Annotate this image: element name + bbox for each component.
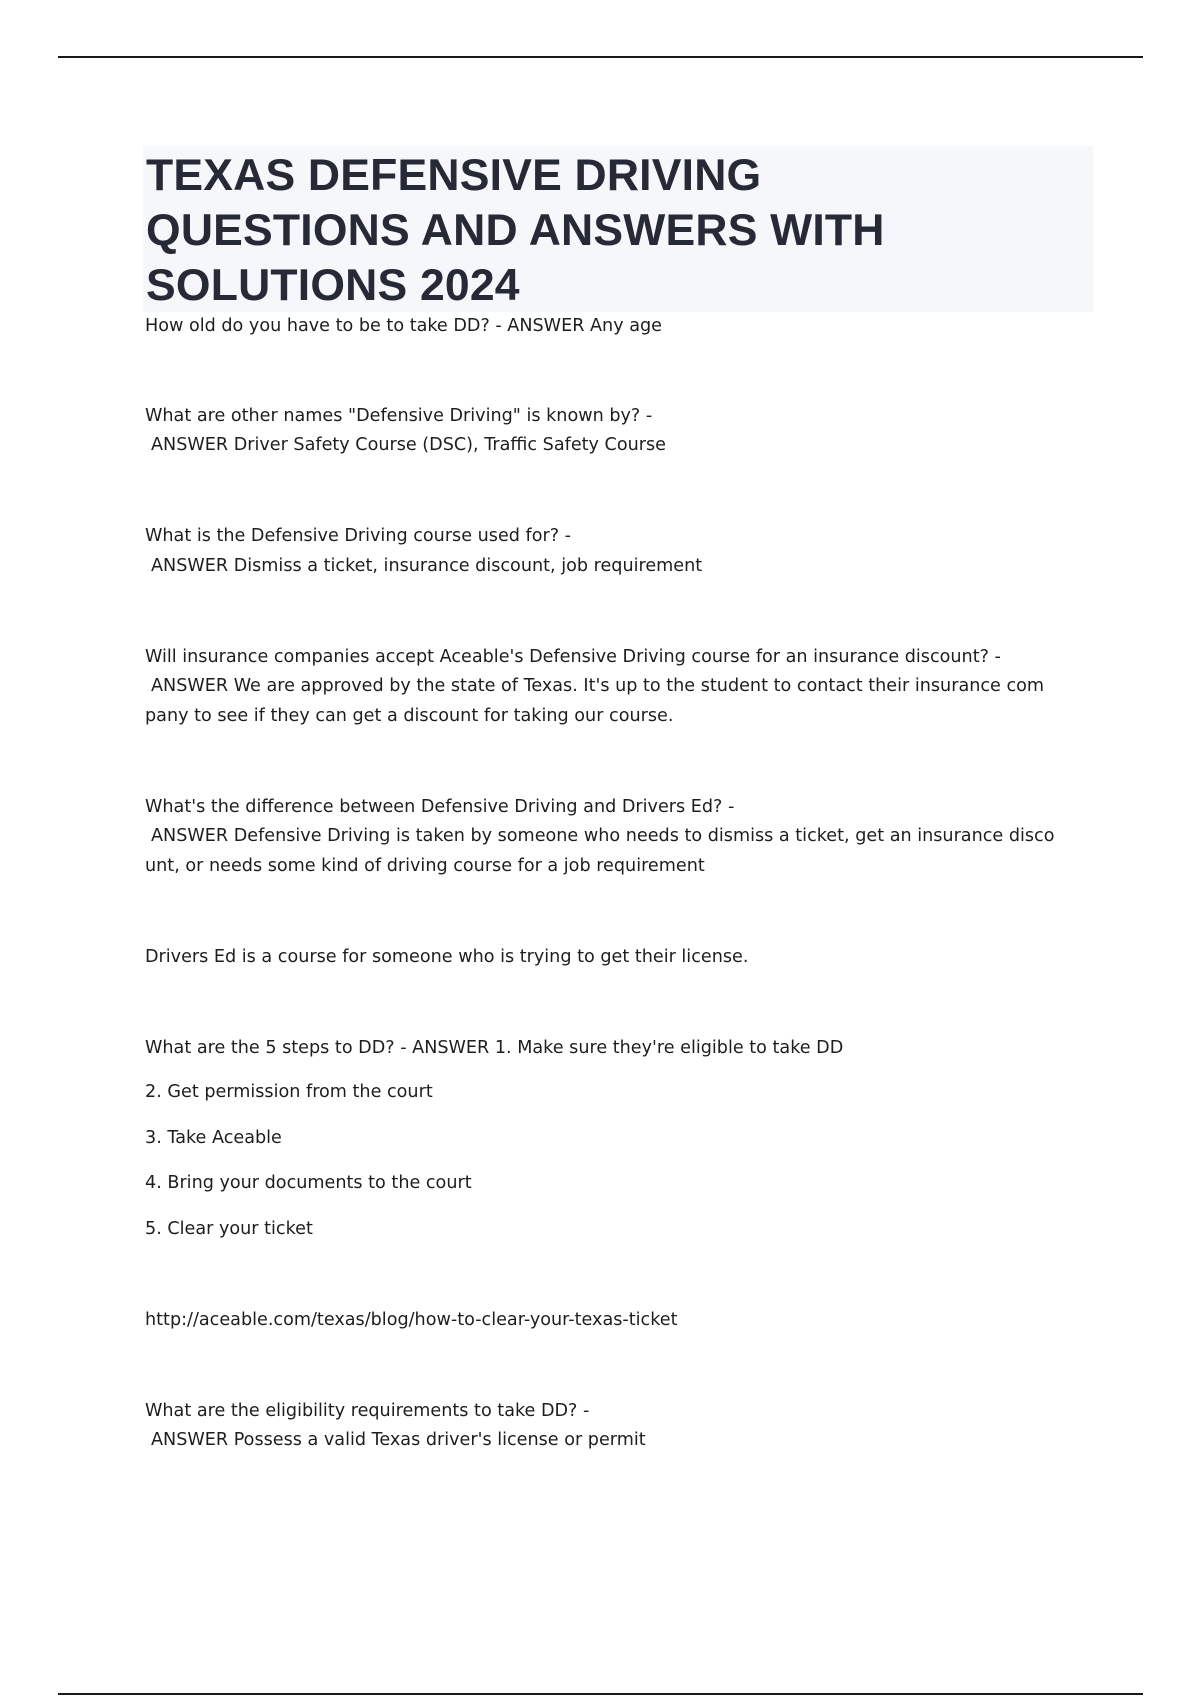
list-item: 4. Bring your documents to the court (145, 1173, 472, 1193)
question-text: What are the 5 steps to DD? - ANSWER 1. Make sure they're eligible to take DD (145, 1038, 844, 1058)
title-line: QUESTIONS AND ANSWERS WITH (146, 206, 885, 255)
answer-text: ANSWER Possess a valid Texas driver's license or permit (151, 1430, 646, 1450)
list-item: 3. Take Aceable (145, 1128, 282, 1148)
answer-text: unt, or needs some kind of driving course for a job requirement (145, 856, 705, 876)
question-text: Will insurance companies accept Aceable's Defensive Driving course for an insurance discount? - (145, 647, 1001, 667)
title-line: SOLUTIONS 2024 (146, 261, 520, 310)
question-text: How old do you have to be to take DD? - ANSWER Any age (145, 316, 662, 336)
answer-text: ANSWER Dismiss a ticket, insurance discount, job requirement (151, 556, 703, 576)
title-line: TEXAS DEFENSIVE DRIVING (146, 151, 762, 200)
list-item: 5. Clear your ticket (145, 1219, 313, 1239)
answer-text: pany to see if they can get a discount for taking our course. (145, 706, 674, 726)
question-text: What are the eligibility requirements to take DD? - (145, 1401, 590, 1421)
answer-text: ANSWER We are approved by the state of Texas. It's up to the student to contact their insurance com (151, 676, 1045, 696)
url-text: http://aceable.com/texas/blog/how-to-clear-your-texas-ticket (145, 1310, 678, 1330)
document-title (146, 148, 1086, 313)
question-text: What's the difference between Defensive Driving and Drivers Ed? - (145, 797, 735, 817)
top-rule (58, 56, 1143, 58)
list-item: 2. Get permission from the court (145, 1082, 433, 1102)
answer-text: Drivers Ed is a course for someone who is trying to get their license. (145, 947, 749, 967)
answer-text: ANSWER Driver Safety Course (DSC), Traffic Safety Course (151, 435, 666, 455)
answer-text: ANSWER Defensive Driving is taken by someone who needs to dismiss a ticket, get an insurance disco (151, 826, 1055, 846)
question-text: What is the Defensive Driving course used for? - (145, 526, 572, 546)
question-text: What are other names "Defensive Driving" is known by? - (145, 406, 653, 426)
bottom-rule (58, 1693, 1143, 1695)
